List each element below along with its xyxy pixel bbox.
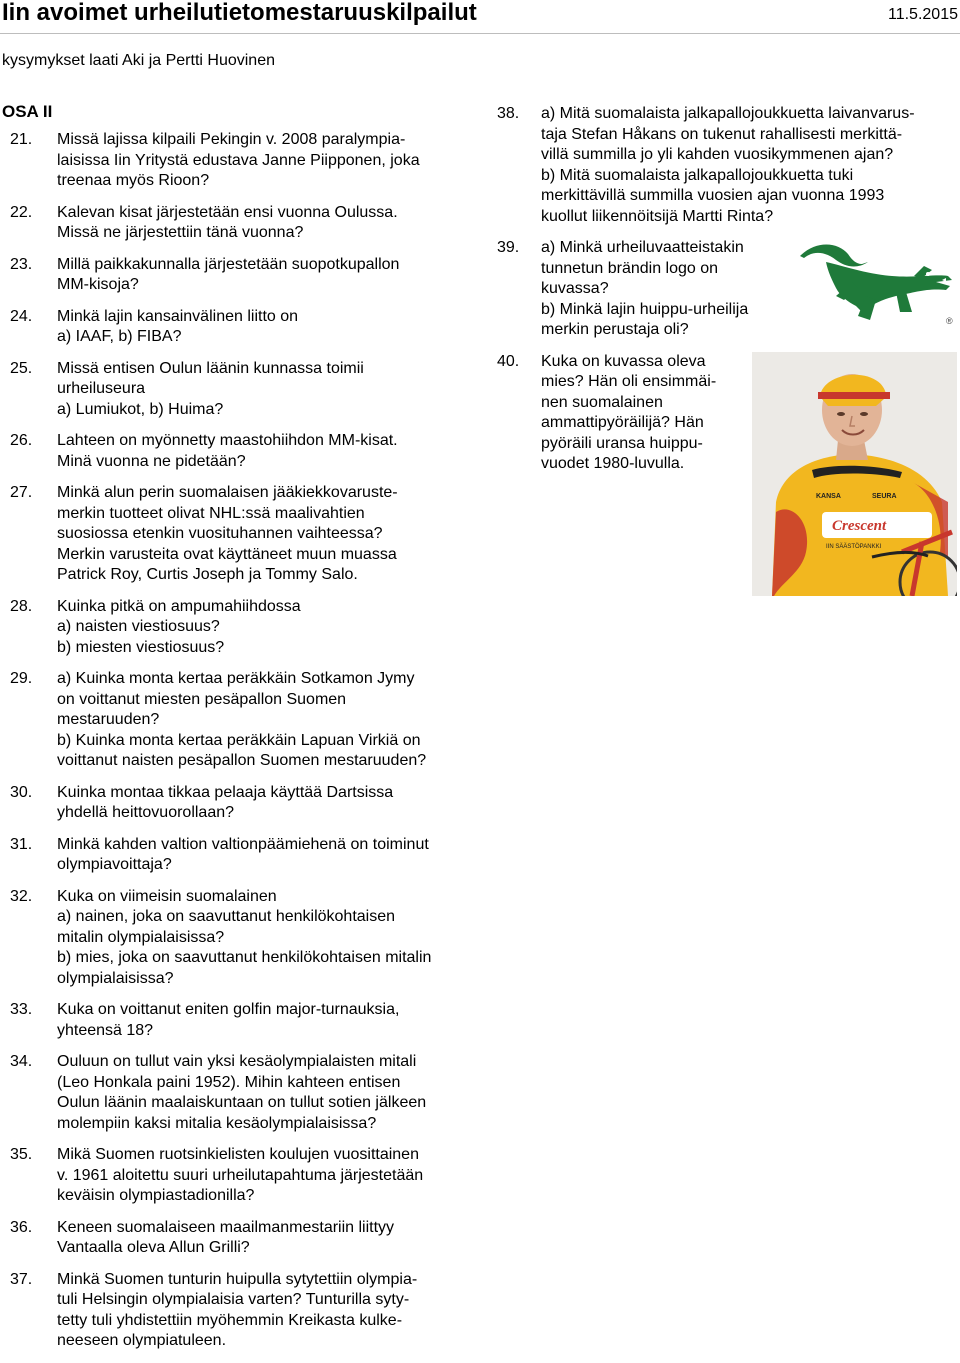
question-item bbox=[10, 783, 485, 824]
question-text-line: a) Kuinka monta kertaa peräkkäin Sotkamon Jymy bbox=[57, 670, 415, 687]
question-text-line: Keneen suomalaiseen maailmanmestariin liittyy bbox=[57, 1218, 395, 1236]
question-item bbox=[10, 887, 485, 990]
question-item bbox=[497, 104, 957, 227]
section-heading: OSA II bbox=[2, 102, 53, 121]
question-text bbox=[57, 835, 485, 876]
question-text-line: mitalin olympialaisissa? bbox=[57, 928, 225, 946]
question-text-line: Kuka on kuvassa oleva bbox=[541, 352, 706, 370]
svg-text:SEURA: SEURA bbox=[872, 493, 897, 500]
question-item bbox=[10, 483, 485, 586]
question-text bbox=[57, 1000, 485, 1041]
question-text-line: neeseen olympiatuleen. bbox=[57, 1332, 227, 1349]
page-date: 11.5.2015 bbox=[888, 6, 958, 23]
question-item bbox=[10, 1000, 485, 1041]
question-text bbox=[57, 130, 485, 192]
svg-text:IIN SÄÄSTÖPANKKI: IIN SÄÄSTÖPANKKI bbox=[826, 544, 882, 550]
question-text-line: Oulun läänin maalaiskuntaan on tullut sotien jälkeen bbox=[57, 1094, 427, 1111]
questions-left-column bbox=[10, 130, 485, 1363]
question-text bbox=[541, 238, 797, 341]
page-title: Iin avoimet urheilutietomestaruuskilpailut bbox=[2, 0, 477, 26]
question-text-line: Kuinka montaa tikkaa pelaaja käyttää Dartsissa bbox=[57, 783, 394, 801]
question-text-line: a) Minkä urheiluvaatteistakin bbox=[541, 239, 744, 256]
page-header bbox=[0, 0, 960, 34]
question-text-line: Lahteen on myönnetty maastohiihdon MM-kisat. bbox=[57, 432, 398, 449]
question-number: 35. bbox=[10, 1146, 33, 1163]
question-item bbox=[10, 597, 485, 659]
question-text-line: olympiavoittaja? bbox=[57, 856, 172, 873]
svg-text:Crescent: Crescent bbox=[832, 518, 887, 534]
question-item bbox=[10, 669, 485, 772]
question-text-line: kuvassa? bbox=[541, 280, 609, 297]
question-text-line: b) Mitä suomalaista jalkapallojoukkuetta tuki bbox=[541, 166, 854, 184]
question-text-line: Mikä Suomen ruotsinkielisten koulujen vuosittainen bbox=[57, 1146, 419, 1163]
question-text-line: Kuinka pitkä on ampumahiihdossa bbox=[57, 597, 301, 615]
question-item bbox=[10, 1270, 485, 1352]
question-text-line: Merkin varusteita ovat käyttäneet muun muassa bbox=[57, 545, 397, 563]
question-text-line: tetty tuli yhdistettiin myöhemmin Kreikasta kulke- bbox=[57, 1311, 403, 1329]
question-text-line: Minä vuonna ne pidetään? bbox=[57, 452, 246, 470]
question-text-line: mestaruuden? bbox=[57, 711, 160, 728]
question-number: 40. bbox=[497, 352, 520, 370]
question-text-line: tunnetun brändin logo on bbox=[541, 259, 719, 277]
question-text-line: Minkä kahden valtion valtionpäämiehenä on toiminut bbox=[57, 835, 429, 853]
question-text-line: Minkä lajin kansainvälinen liitto on bbox=[57, 307, 299, 325]
question-number: 24. bbox=[10, 307, 33, 325]
question-number: 36. bbox=[10, 1218, 33, 1236]
question-number: 33. bbox=[10, 1001, 33, 1018]
question-number: 22. bbox=[10, 203, 33, 221]
question-text-line: a) Lumiukot, b) Huima? bbox=[57, 400, 224, 418]
question-text bbox=[57, 483, 485, 586]
question-text bbox=[57, 1270, 485, 1352]
question-text-line: merkin perustaja oli? bbox=[541, 321, 689, 338]
question-text-line: b) mies, joka on saavuttanut henkilökohtaisen mitalin bbox=[57, 949, 432, 966]
question-text-line: molempiin kaksi mitalia kesäolympialaisissa? bbox=[57, 1114, 377, 1132]
question-text-line: Kuka on viimeisin suomalainen bbox=[57, 887, 277, 905]
question-text-line: tuli Helsingin olympialaisia varten? Tunturilla syty- bbox=[57, 1291, 410, 1308]
question-text bbox=[57, 1145, 485, 1207]
question-text-line: ammattipyöräilijä? Hän bbox=[541, 414, 704, 431]
question-text-line: olympialaisissa? bbox=[57, 969, 174, 987]
question-text-line: treenaa myös Rioon? bbox=[57, 172, 210, 189]
svg-text:®: ® bbox=[946, 316, 953, 326]
question-text-line: Kalevan kisat järjestetään ensi vuonna Oulussa. bbox=[57, 203, 398, 221]
question-item bbox=[497, 352, 747, 475]
question-number: 28. bbox=[10, 597, 33, 615]
question-number: 30. bbox=[10, 783, 33, 801]
question-text bbox=[57, 1218, 485, 1259]
question-text-line: pyöräili uransa huippu- bbox=[541, 434, 703, 452]
question-text bbox=[57, 783, 485, 824]
question-number: 26. bbox=[10, 432, 33, 449]
question-text-line: urheiluseura bbox=[57, 380, 146, 397]
question-number: 27. bbox=[10, 484, 33, 501]
question-text-line: laisissa Iin Yritystä edustava Janne Piipponen, joka bbox=[57, 151, 420, 169]
question-text-line: b) Kuinka monta kertaa peräkkäin Lapuan Virkiä on bbox=[57, 731, 421, 749]
question-text bbox=[541, 104, 957, 227]
question-text-line: a) IAAF, b) FIBA? bbox=[57, 328, 182, 345]
question-item bbox=[10, 1145, 485, 1207]
question-text-line: keväisin olympiastadionilla? bbox=[57, 1187, 255, 1204]
question-text-line: Missä lajissa kilpaili Pekingin v. 2008 paralympia- bbox=[57, 131, 406, 148]
question-number: 29. bbox=[10, 670, 33, 687]
question-text-line: vuodet 1980-luvulla. bbox=[541, 455, 685, 472]
question-text bbox=[57, 203, 485, 244]
question-item bbox=[10, 835, 485, 876]
question-text-line: suosiossa etenkin vuosituhannen vaihteessa? bbox=[57, 525, 383, 542]
question-text-line: Missä entisen Oulun läänin kunnassa toimii bbox=[57, 359, 364, 377]
question-text-line: kuollut liikennöitsijä Martti Rinta? bbox=[541, 207, 774, 225]
question-text-line: Minkä Suomen tunturin huipulla sytytettiin olympia- bbox=[57, 1270, 418, 1288]
question-text bbox=[57, 307, 485, 348]
question-item bbox=[10, 203, 485, 244]
question-text-line: a) nainen, joka on saavuttanut henkilökohtaisen bbox=[57, 908, 396, 925]
question-text-line: (Leo Honkala paini 1952). Mihin kahteen entisen bbox=[57, 1073, 401, 1091]
question-text-line: b) Minkä lajin huippu-urheilija bbox=[541, 300, 749, 318]
question-item bbox=[10, 1052, 485, 1134]
question-text-line: merkin tuotteet olivat NHL:ssä maalivahtien bbox=[57, 504, 365, 522]
question-text bbox=[541, 352, 747, 475]
question-number: 21. bbox=[10, 131, 33, 148]
authors-line: kysymykset laati Aki ja Pertti Huovinen bbox=[2, 52, 275, 69]
question-text-line: Kuka on voittanut eniten golfin major-turnauksia, bbox=[57, 1001, 400, 1018]
question-text bbox=[57, 597, 485, 659]
question-text bbox=[57, 887, 485, 990]
svg-text:KANSA: KANSA bbox=[816, 493, 841, 500]
question-text-line: Minkä alun perin suomalaisen jääkiekkovaruste- bbox=[57, 484, 398, 501]
question-item bbox=[497, 238, 797, 341]
question-number: 25. bbox=[10, 359, 33, 377]
question-number: 38. bbox=[497, 105, 520, 122]
question-number: 37. bbox=[10, 1270, 33, 1288]
question-number: 31. bbox=[10, 835, 33, 853]
question-text-line: a) Mitä suomalaista jalkapallojoukkuetta laivanvarus- bbox=[541, 105, 915, 122]
question-text-line: b) miesten viestiosuus? bbox=[57, 638, 225, 656]
question-text-line: Vantaalla oleva Allun Grilli? bbox=[57, 1239, 250, 1256]
question-text-line: voittanut naisten pesäpallon Suomen mestaruuden? bbox=[57, 752, 427, 769]
question-item bbox=[10, 431, 485, 472]
question-text-line: yhdellä heittovuorollaan? bbox=[57, 804, 235, 821]
question-text-line: v. 1961 aloitettu suuri urheilutapahtuma järjestetään bbox=[57, 1166, 424, 1184]
cyclist-photo bbox=[752, 352, 957, 596]
question-item bbox=[10, 130, 485, 192]
question-text bbox=[57, 1052, 485, 1134]
question-text bbox=[57, 255, 485, 296]
question-text-line: nen suomalainen bbox=[541, 393, 663, 411]
question-item bbox=[10, 255, 485, 296]
question-text bbox=[57, 359, 485, 421]
question-text-line: yhteensä 18? bbox=[57, 1021, 154, 1039]
question-item bbox=[10, 359, 485, 421]
question-text-line: taja Stefan Håkans on tukenut rahallisesti merkittä- bbox=[541, 125, 903, 143]
question-number: 39. bbox=[497, 239, 520, 256]
question-text bbox=[57, 669, 485, 772]
question-text-line: villä summilla jo yli kahden vuosikymmenen ajan? bbox=[541, 146, 894, 163]
question-item bbox=[10, 1218, 485, 1259]
question-text-line: a) naisten viestiosuus? bbox=[57, 618, 220, 635]
question-text-line: on voittanut miesten pesäpallon Suomen bbox=[57, 690, 347, 708]
question-number: 23. bbox=[10, 255, 33, 273]
question-text bbox=[57, 431, 485, 472]
question-text-line: Ouluun on tullut vain yksi kesäolympialaisten mitali bbox=[57, 1053, 417, 1070]
question-text-line: mies? Hän oli ensimmäi- bbox=[541, 373, 717, 390]
header-divider bbox=[0, 33, 960, 34]
question-text-line: MM-kisoja? bbox=[57, 276, 139, 293]
question-text-line: merkittävillä summilla vuosien ajan vuonna 1993 bbox=[541, 187, 885, 204]
question-text-line: Patrick Roy, Curtis Joseph ja Tommy Salo. bbox=[57, 566, 358, 583]
question-number: 34. bbox=[10, 1053, 33, 1070]
question-text-line: Millä paikkakunnalla järjestetään suopotkupallon bbox=[57, 255, 400, 273]
question-number: 32. bbox=[10, 887, 33, 905]
crocodile-logo-icon bbox=[796, 236, 956, 328]
question-item bbox=[10, 307, 485, 348]
question-text-line: Missä ne järjestettiin tänä vuonna? bbox=[57, 224, 304, 241]
